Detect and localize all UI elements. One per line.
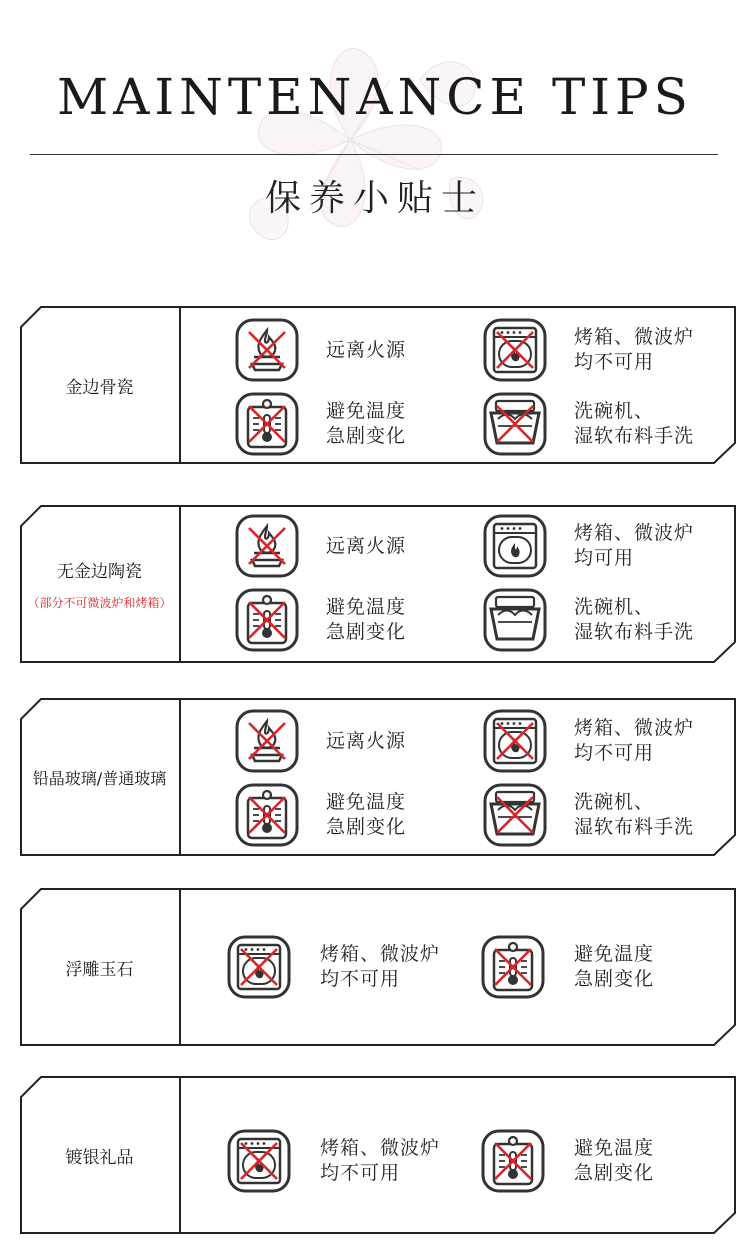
tip-dishwasher-ok [482,587,694,653]
tip-text: 洗碗机、 [574,596,655,618]
section-gold-rim-bone-china [20,306,736,464]
tip-temperature [480,934,654,1000]
tip-text: 均不可用 [320,1162,401,1184]
tip-text: 湿软布料手洗 [574,425,695,447]
tip-text: 烤箱、微波炉 [320,943,441,965]
tip-text: 避免温度 [574,943,655,965]
section-relief-jade [20,888,736,1046]
tip-text: 避免温度 [326,596,407,618]
tip-text: 均不可用 [574,351,655,373]
tip-text: 烤箱、微波炉 [574,717,695,739]
tip-fire [234,708,406,774]
tip-text: 均不可用 [574,742,655,764]
flower-watermark-icon [190,20,510,260]
no-sudden-temperature-icon [234,782,300,848]
section-silver-plated-gifts [20,1076,736,1234]
section-divider [179,306,181,464]
tip-text: 烤箱、微波炉 [574,326,695,348]
no-sudden-temperature-icon [480,934,546,1000]
section-label: 浮雕玉石 [65,959,134,980]
section-divider [179,505,181,663]
title-divider [30,154,718,155]
no-sudden-temperature-icon [480,1128,546,1194]
tip-oven [226,1128,440,1194]
tip-text: 烤箱、微波炉 [574,522,695,544]
section-note: （部分不可微波炉和烤箱） [27,596,172,610]
tip-text: 湿软布料手洗 [574,816,695,838]
section-lead-crystal-glass [20,698,736,856]
tip-temperature [234,782,406,848]
no-sudden-temperature-icon [234,587,300,653]
tip-text: 均不可用 [320,968,401,990]
tip-text: 烤箱、微波炉 [320,1137,441,1159]
tip-dishwasher [482,391,694,457]
tip-oven [482,708,694,774]
no-fire-icon [234,708,300,774]
section-label: 镀银礼品 [65,1147,134,1168]
tip-text: 均可用 [574,547,635,569]
no-oven-microwave-icon [226,1128,292,1194]
tip-fire [234,513,406,579]
section-divider [179,698,181,856]
tip-text: 湿软布料手洗 [574,621,695,643]
no-fire-icon [234,317,300,383]
no-sudden-temperature-icon [234,391,300,457]
no-oven-microwave-icon [482,317,548,383]
tip-text: 远离火源 [326,338,407,361]
section-label: 金边骨瓷 [65,377,134,398]
no-dishwasher-icon [482,782,548,848]
header [0,0,750,300]
section-label: 铅晶玻璃/普通玻璃 [32,768,167,788]
tip-temperature [234,391,406,457]
no-oven-microwave-icon [482,708,548,774]
tip-text: 急剧变化 [574,1162,655,1184]
tip-text: 急剧变化 [326,621,407,643]
no-dishwasher-icon [482,391,548,457]
section-divider [179,888,181,1046]
tip-text: 避免温度 [326,400,407,422]
tip-text: 洗碗机、 [574,400,655,422]
tip-text: 急剧变化 [326,425,407,447]
page-title: MAINTENANCE TIPS [57,68,693,126]
no-oven-microwave-icon [226,934,292,1000]
tip-text: 远离火源 [326,534,407,557]
tip-oven [482,317,694,383]
section-plain-ceramic [20,505,736,663]
tip-dishwasher [482,782,694,848]
oven-microwave-icon [482,513,548,579]
tip-text: 急剧变化 [574,968,655,990]
tip-text: 洗碗机、 [574,791,655,813]
tip-text: 远离火源 [326,729,407,752]
tip-text: 避免温度 [326,791,407,813]
tip-text: 避免温度 [574,1137,655,1159]
section-divider [179,1076,181,1234]
tip-temperature [480,1128,654,1194]
tip-oven [226,934,440,1000]
page-subtitle: 保养小贴士 [264,178,485,219]
no-fire-icon [234,513,300,579]
tip-fire [234,317,406,383]
dishwasher-icon [482,587,548,653]
tip-text: 急剧变化 [326,816,407,838]
tip-temperature [234,587,406,653]
tip-oven-ok [482,513,694,579]
section-label: 无金边陶瓷 [57,562,142,582]
